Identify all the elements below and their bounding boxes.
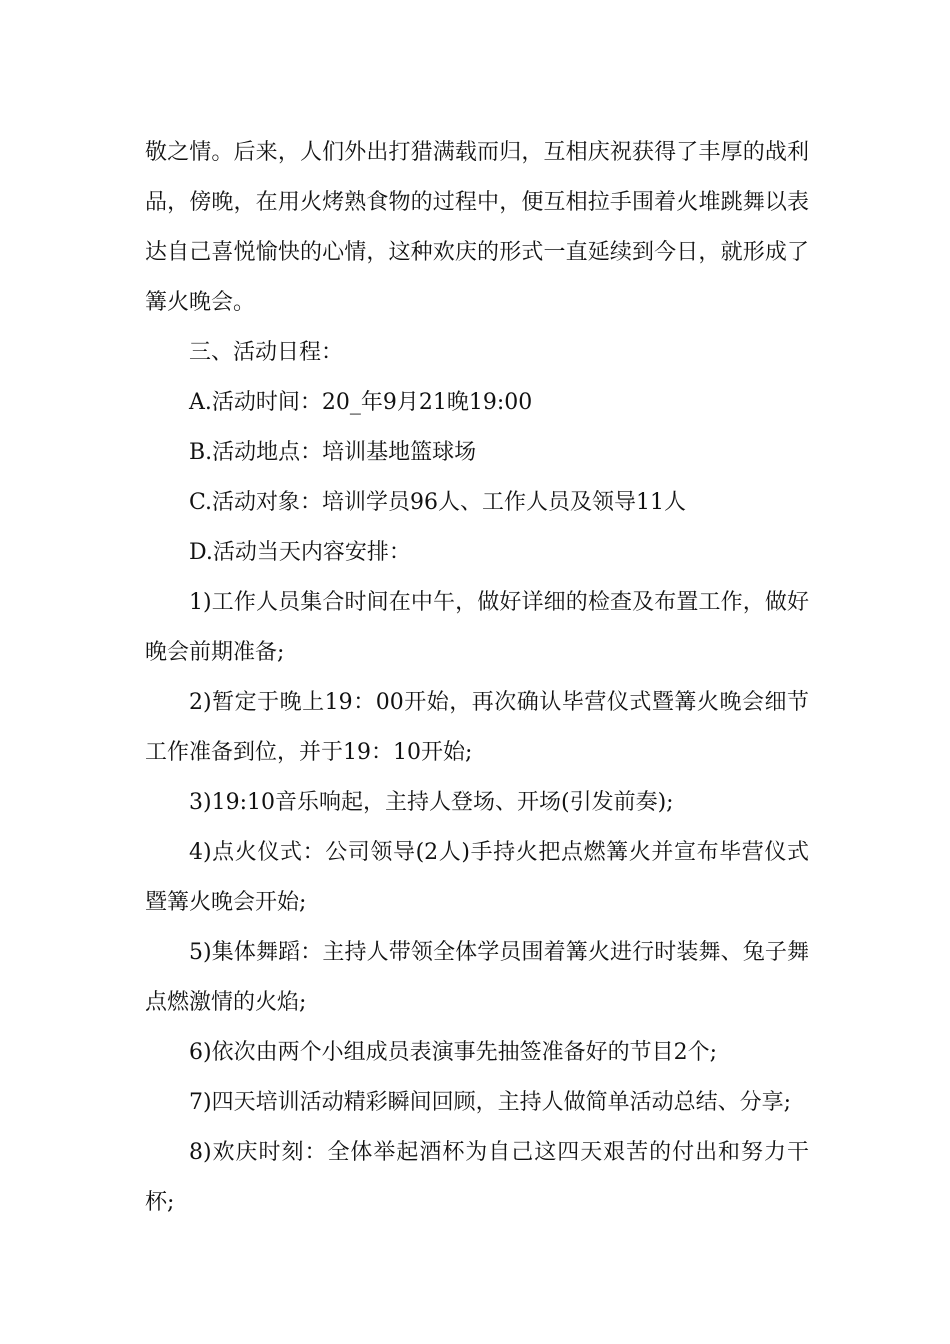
item-activity-participants: C.活动对象：培训学员96人、工作人员及领导11人 bbox=[189, 490, 687, 515]
item-activity-time: A.活动时间：20_年9月21晚19:00 bbox=[189, 390, 533, 415]
document-body bbox=[145, 128, 809, 1228]
arrangement-step-4: 4)点火仪式：公司领导(2人)手持火把点燃篝火并宣布毕营仪式暨篝火晚会开始; bbox=[145, 840, 809, 915]
arrangement-step-8: 8)欢庆时刻：全体举起酒杯为自己这四天艰苦的付出和努力干杯; bbox=[145, 1140, 809, 1215]
arrangement-step-5: 5)集体舞蹈：主持人带领全体学员围着篝火进行时装舞、兔子舞点燃激情的火焰; bbox=[145, 940, 809, 1015]
arrangement-step-1: 1)工作人员集合时间在中午，做好详细的检查及布置工作，做好晚会前期准备; bbox=[145, 590, 809, 665]
arrangement-step-2: 2)暂定于晚上19：00开始，再次确认毕营仪式暨篝火晚会细节工作准备到位，并于19：10开始; bbox=[145, 690, 809, 765]
arrangement-step-7: 7)四天培训活动精彩瞬间回顾，主持人做简单活动总结、分享; bbox=[189, 1090, 791, 1115]
arrangement-step-6: 6)依次由两个小组成员表演事先抽签准备好的节目2个; bbox=[189, 1040, 717, 1065]
item-activity-location: B.活动地点：培训基地篮球场 bbox=[189, 440, 477, 465]
section-heading-schedule: 三、活动日程： bbox=[189, 340, 344, 365]
arrangement-step-3: 3)19:10音乐响起，主持人登场、开场(引发前奏); bbox=[189, 790, 674, 815]
paragraph-origin-continued: 敬之情。后来，人们外出打猎满载而归，互相庆祝获得了丰厚的战利品，傍晚，在用火烤熟食物的过程中，便互相拉手围着火堆跳舞以表达自己喜悦愉快的心情，这种欢庆的形式一直延续到今日，就形成了篝火晚会。 bbox=[145, 140, 809, 315]
item-day-arrangement: D.活动当天内容安排： bbox=[189, 540, 411, 565]
